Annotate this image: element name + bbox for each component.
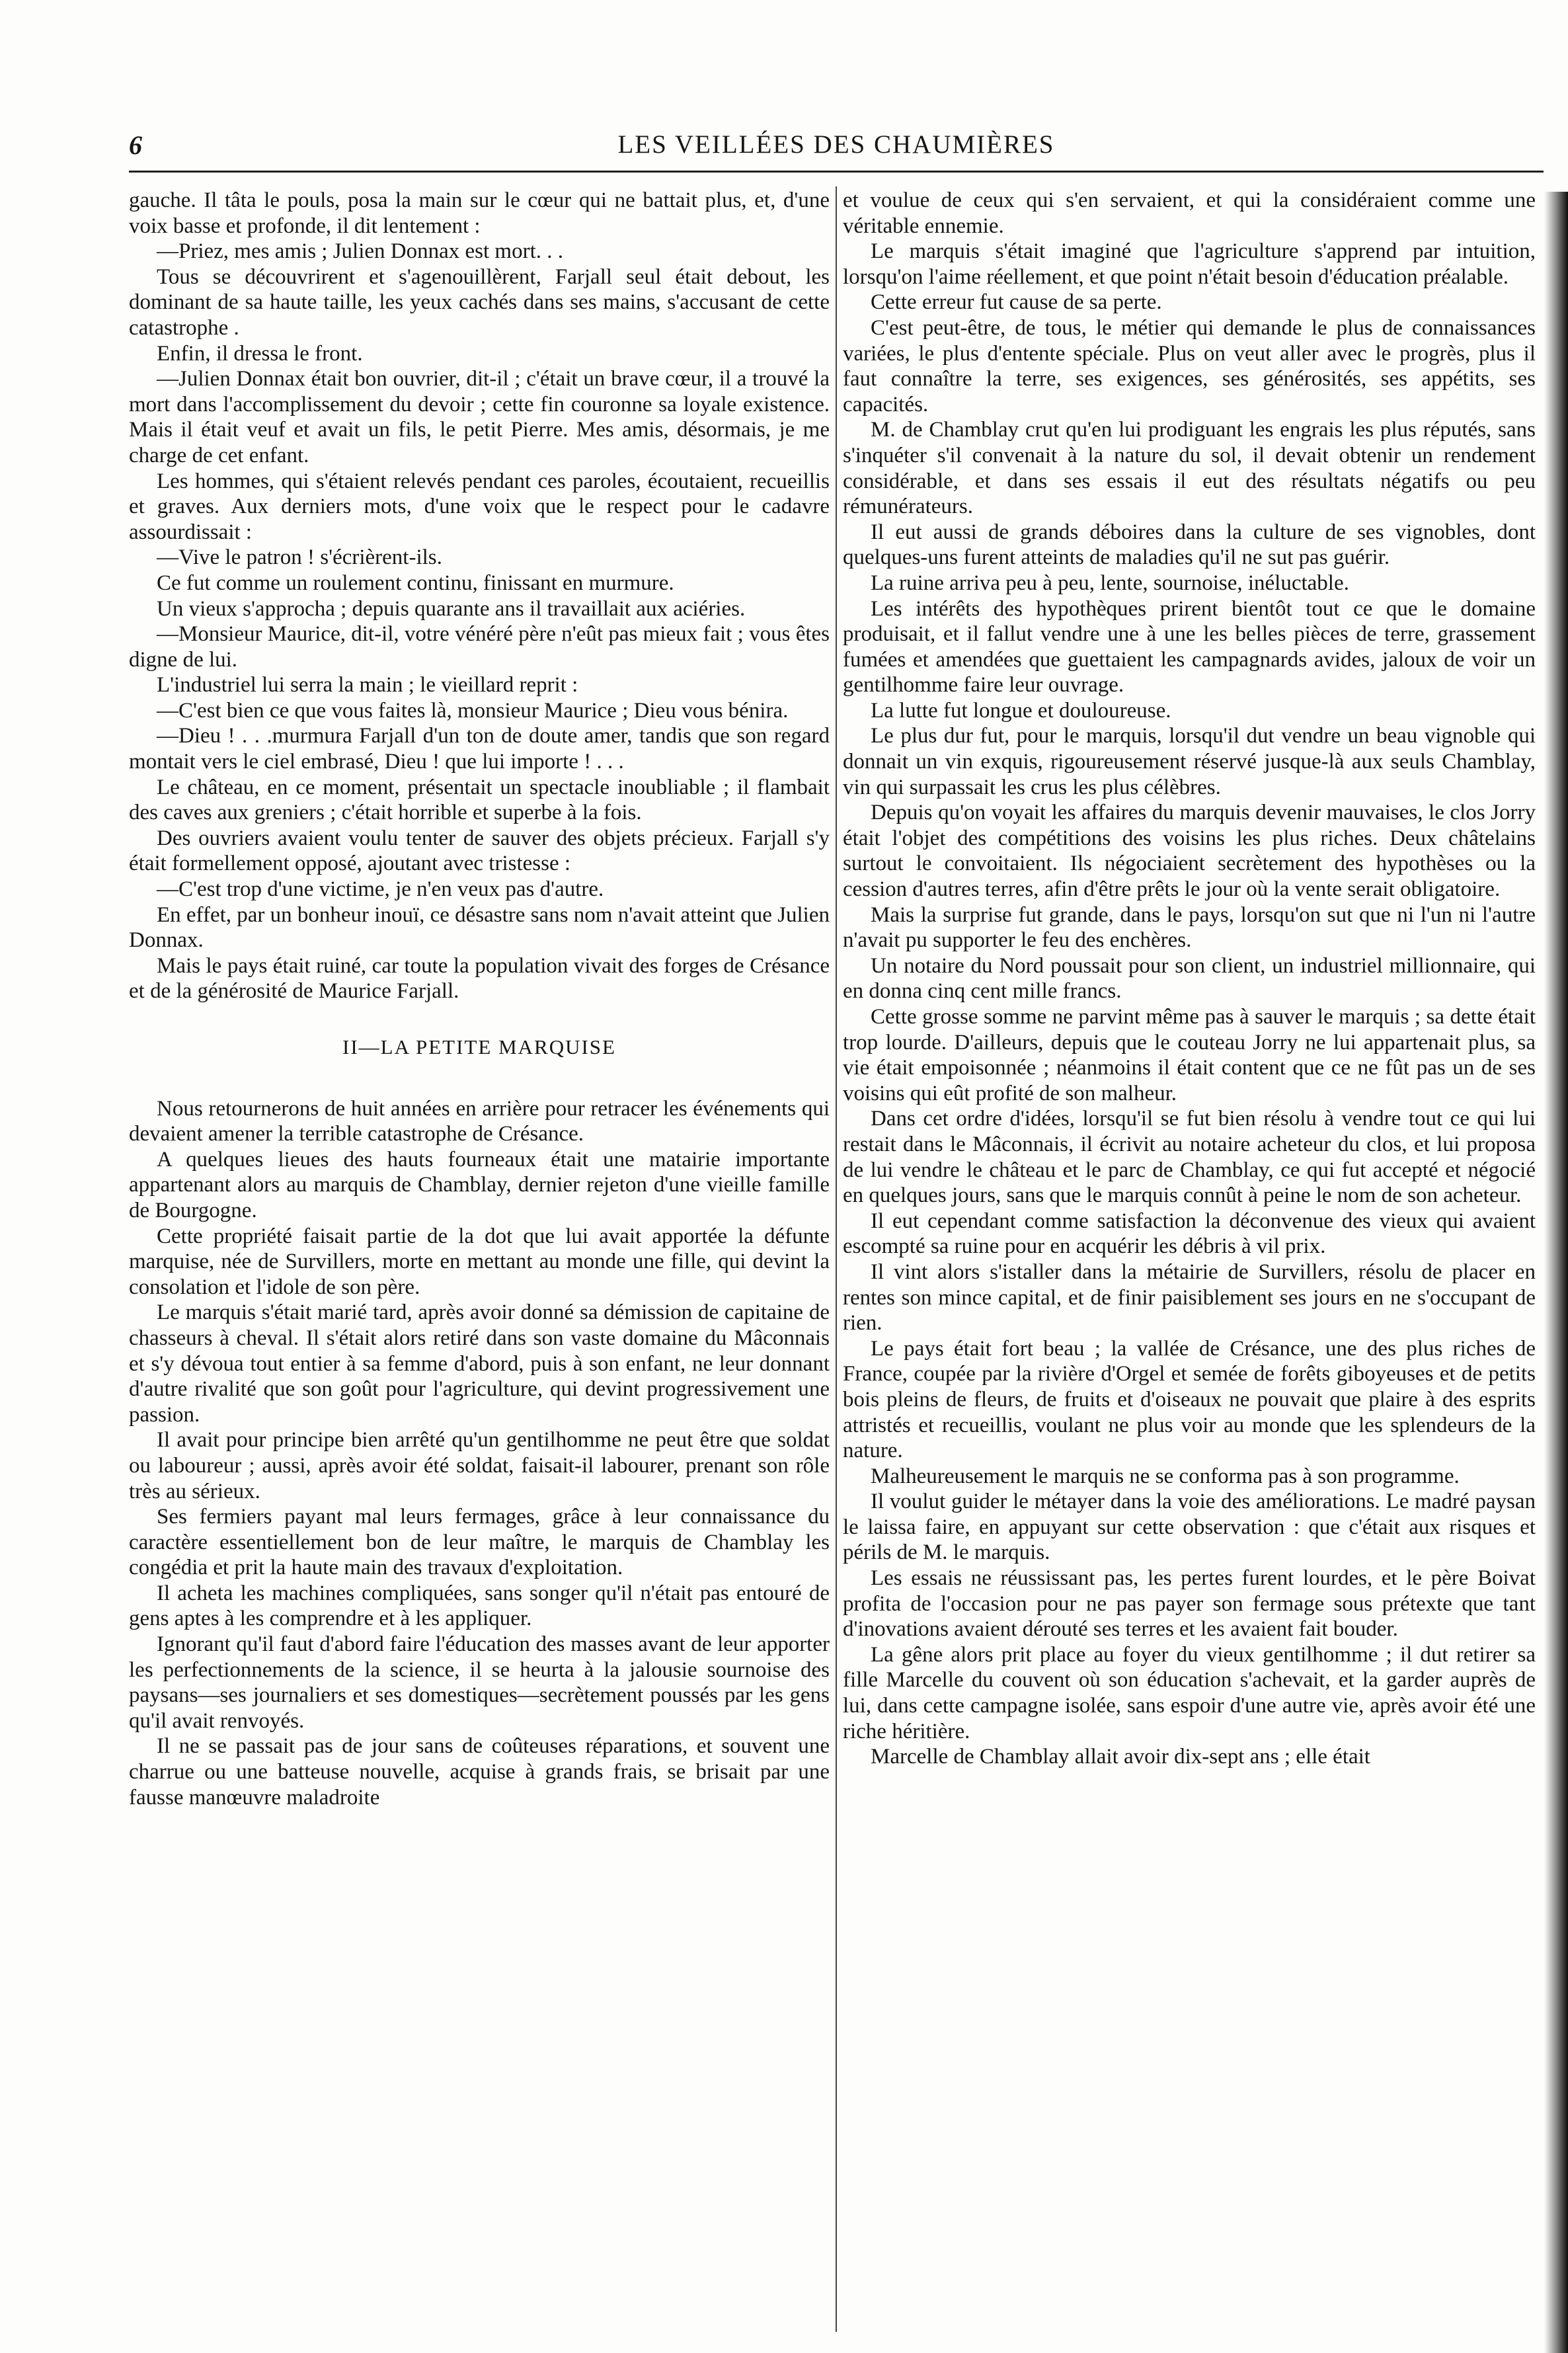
paragraph: Les essais ne réussissant pas, les pertes furent lourdes, et le père Boivat profita de l'occasion pour ne pas payer son fermage sous prétexte que tant d'inovations avaient dérouté ses terres et les avaient fait bouder. bbox=[843, 1566, 1536, 1642]
paragraph: Il avait pour principe bien arrêté qu'un gentilhomme ne peut être que soldat ou laboureur ; aussi, après avoir été soldat, faisait-il labourer, prenant son rôle très au sérieux. bbox=[129, 1428, 830, 1503]
paragraph: Il vint alors s'istaller dans la métairie de Survillers, résolu de placer en rentes son mince capital, et de finir paisiblement ses jours en ne s'occupant de rien. bbox=[843, 1259, 1536, 1336]
paragraph: Le marquis s'était imaginé que l'agriculture s'apprend par intuition, lorsqu'on l'aime réellement, et que point n'était besoin d'éducation préalable. bbox=[843, 239, 1536, 289]
paragraph: —Monsieur Maurice, dit-il, votre vénéré père n'eût pas mieux fait ; vous êtes digne de lui. bbox=[129, 622, 830, 672]
paragraph: Il ne se passait pas de jour sans de coûteuses réparations, et souvent une charrue ou une batteuse nouvelle, acquise à grands frais, se brisait par une fausse manœuvre maladroite bbox=[129, 1734, 830, 1810]
paragraph: —Dieu ! . . .murmura Farjall d'un ton de doute amer, tandis que son regard montait vers le ciel embrasé, Dieu ! que lui importe ! . . . bbox=[129, 724, 830, 774]
paragraph: Il acheta les machines compliquées, sans songer qu'il n'était pas entouré de gens aptes à les comprendre et à les appliquer. bbox=[129, 1581, 830, 1631]
paragraph: La gêne alors prit place au foyer du vieux gentilhomme ; il dut retirer sa fille Marcelle du couvent où son éducation s'achevait, et la garder auprès de lui, dans cette campagne isolée, sans espoir d'une autre vie, après avoir été une riche héritière. bbox=[843, 1642, 1536, 1743]
paragraph: Mais la surprise fut grande, dans le pays, lorsqu'on sut que ni l'un ni l'autre n'avait pu supporter le feu des enchères. bbox=[843, 902, 1536, 953]
paragraph: Dans cet ordre d'idées, lorsqu'il se fut bien résolu à vendre tout ce qui lui restait dans le Mâconnais, il écrivit au notaire acheteur du clos, et lui proposa de lui vendre le château et le parc de Chamblay, ce qui fut accepté et négocié en quelques jours, sans que le marquis connût à peine le nom de son acheteur. bbox=[843, 1107, 1536, 1208]
paragraph: gauche. Il tâta le pouls, posa la main sur le cœur qui ne battait plus, et, d'une voix basse et profonde, il dit lentement : bbox=[129, 188, 830, 238]
paragraph: Marcelle de Chamblay allait avoir dix-sept ans ; elle était bbox=[871, 1745, 1370, 1769]
paragraph: Enfin, il dressa le front. bbox=[157, 341, 363, 366]
paragraph: Mais le pays était ruiné, car toute la population vivait des forges de Crésance et de la générosité de Maurice Farjall. bbox=[129, 953, 830, 1004]
paragraph: Des ouvriers avaient voulu tenter de sauver des objets précieux. Farjall s'y était formellement opposé, ajoutant avec tristesse : bbox=[129, 826, 830, 876]
page-header bbox=[129, 130, 1544, 172]
paragraph: —Vive le patron ! s'écrièrent-ils. bbox=[157, 545, 442, 570]
paragraph: Le plus dur fut, pour le marquis, lorsqu'il dut vendre un beau vignoble qui donnait un vin exquis, rigoureusement réservé jusque-là aux seuls Chamblay, vin qui surpassait les crus les plus célèbres. bbox=[843, 724, 1536, 799]
paragraph: Ses fermiers payant mal leurs fermages, grâce à leur connaissance du caractère essentiellement bon de leur maître, le marquis de Chamblay les congédia et prit la haute main des travaux d'exploitation. bbox=[129, 1505, 830, 1580]
paragraph: Les hommes, qui s'étaient relevés pendant ces paroles, écoutaient, recueillis et graves. Aux derniers mots, d'une voix que le respect pour le cadavre assourdissait : bbox=[129, 469, 830, 544]
paragraph: Ignorant qu'il faut d'abord faire l'éducation des masses avant de leur apporter les perfectionnements de la science, il se heurta à la jalousie sournoise des paysans—ses journaliers et ses domestiques—secrètement poussés par les gens qu'il avait renvoyés. bbox=[129, 1632, 830, 1733]
paragraph: Il eut aussi de grands déboires dans la culture de ses vignobles, dont quelques-uns furent atteints de maladies qu'il ne sut pas guérir. bbox=[843, 520, 1536, 570]
paragraph: En effet, par un bonheur inouï, ce désastre sans nom n'avait atteint que Julien Donnax. bbox=[129, 902, 830, 953]
paragraph: —C'est bien ce que vous faites là, monsieur Maurice ; Dieu vous bénira. bbox=[157, 698, 789, 723]
header-rule bbox=[129, 171, 1544, 173]
paragraph: —Priez, mes amis ; Julien Donnax est mort. . . bbox=[157, 239, 563, 264]
paragraph: Il voulut guider le métayer dans la voie des améliorations. Le madré paysan le laissa faire, en appuyant sur cette observation : que c'était aux risques et périls de M. le marquis. bbox=[843, 1490, 1536, 1565]
section-heading: II—LA PETITE MARQUISE bbox=[342, 1035, 616, 1058]
paragraph: Cette propriété faisait partie de la dot que lui avait apportée la défunte marquise, née de Survillers, morte en mettant au monde une fille, qui devint la consolation et l'idole de son père. bbox=[129, 1224, 830, 1299]
paragraph: Ce fut comme un roulement continu, finissant en murmure. bbox=[157, 571, 674, 595]
paragraph: Malheureusement le marquis ne se conforma pas à son programme. bbox=[871, 1464, 1460, 1488]
paragraph: Depuis qu'on voyait les affaires du marquis devenir mauvaises, le clos Jorry était l'objet des compétitions des voisins les plus riches. Deux châtelains surtout le convoitaient. Ils négociaient secrètement des hypothèses ou la cession d'autres terres, afin d'être prêts le jour où la vente serait obligatoire. bbox=[843, 801, 1536, 902]
paragraph: —Julien Donnax était bon ouvrier, dit-il ; c'était un brave cœur, il a trouvé la mort dans l'accomplissement du devoir ; cette fin couronne sa loyale existence. Mais il était veuf et avait un fils, le petit Pierre. Mes amis, désormais, je me charge de cet enfant. bbox=[129, 367, 830, 467]
paragraph: Tous se découvrirent et s'agenouillèrent, Farjall seul était debout, les dominant de sa haute taille, les yeux cachés dans ses mains, s'accusant de cette catastrophe . bbox=[129, 264, 830, 340]
paragraph: A quelques lieues des hauts fourneaux était une matairie importante appartenant alors au marquis de Chamblay, dernier rejeton d'une vieille famille de Bourgogne. bbox=[129, 1147, 830, 1222]
paragraph: Il eut cependant comme satisfaction la déconvenue des vieux qui avaient escompté sa ruine pour en acquérir les débris à vil prix. bbox=[843, 1209, 1536, 1259]
right-column bbox=[843, 188, 1536, 1770]
page-number: 6 bbox=[129, 130, 142, 160]
scan-edge-shadow bbox=[1544, 192, 1568, 2353]
paragraph: Un notaire du Nord poussait pour son client, un industriel millionnaire, qui en donna cinq cent mille francs. bbox=[843, 953, 1536, 1004]
paragraph: L'industriel lui serra la main ; le vieillard reprit : bbox=[157, 673, 578, 698]
left-column bbox=[129, 188, 830, 1810]
paragraph: et voulue de ceux qui s'en servaient, et qui la considéraient comme une véritable ennemie. bbox=[843, 188, 1536, 238]
paragraph: La ruine arriva peu à peu, lente, sournoise, inéluctable. bbox=[871, 571, 1349, 595]
paragraph: Cette erreur fut cause de sa perte. bbox=[871, 290, 1162, 315]
paragraph: —C'est trop d'une victime, je n'en veux pas d'autre. bbox=[157, 877, 604, 902]
paragraph: Cette grosse somme ne parvint même pas à sauver le marquis ; sa dette était trop lourde. D'ailleurs, depuis que le couteau Jorry ne lui appartenait plus, sa vie était empoisonnée ; néanmoins il était content que ce ne fût pas un de ses voisins qui eût profité de son malheur. bbox=[843, 1005, 1536, 1105]
paragraph: Nous retournerons de huit années en arrière pour retracer les événements qui devaient amener la terrible catastrophe de Crésance. bbox=[129, 1096, 830, 1146]
paragraph: M. de Chamblay crut qu'en lui prodiguant les engrais les plus réputés, sans s'inquéter s'il convenait à la nature du sol, il devait obtenir un rendement considérable, et dans ses essais il eut des résultats négatifs ou peu rémunérateurs. bbox=[843, 418, 1536, 519]
paragraph: Le château, en ce moment, présentait un spectacle inoubliable ; il flambait des caves aux greniers ; c'était horrible et superbe à la fois. bbox=[129, 775, 830, 825]
paragraph: C'est peut-être, de tous, le métier qui demande le plus de connaissances variées, le plus d'entente spéciale. Plus on veut aller avec le progrès, plus il faut connaître la terre, ses exigences, ses générosités, ses appétits, ses capacités. bbox=[843, 315, 1536, 417]
paragraph: La lutte fut longue et douloureuse. bbox=[871, 698, 1171, 723]
column-divider bbox=[836, 186, 837, 2332]
running-title: LES VEILLÉES DES CHAUMIÈRES bbox=[617, 130, 1055, 159]
paragraph: Le pays était fort beau ; la vallée de Crésance, une des plus riches de France, coupée par la rivière d'Orgel et semée de forêts giboyeuses et de petits bois pleins de fleurs, de fruits et d'oiseaux ne pouvait que plaire à des esprits attristés et recueillis, voulant ne plus voir au monde que les splendeurs de la nature. bbox=[843, 1336, 1536, 1463]
paragraph: Le marquis s'était marié tard, après avoir donné sa démission de capitaine de chasseurs à cheval. Il s'était alors retiré dans son vaste domaine du Mâconnais et s'y dévoua tout entier à sa femme d'abord, puis à son enfant, ne leur donnant d'autre rivalité que son goût pour l'agriculture, qui devint progressivement une passion. bbox=[129, 1300, 830, 1427]
paragraph: Un vieux s'approcha ; depuis quarante ans il travaillait aux aciéries. bbox=[157, 596, 746, 621]
paragraph: Les intérêts des hypothèques prirent bientôt tout ce que le domaine produisait, et il fallut vendre une à une les belles pièces de terre, grassement fumées et amendées que guettaient les campagnards avides, jaloux de voir un gentilhomme faire leur ouvrage. bbox=[843, 596, 1536, 698]
